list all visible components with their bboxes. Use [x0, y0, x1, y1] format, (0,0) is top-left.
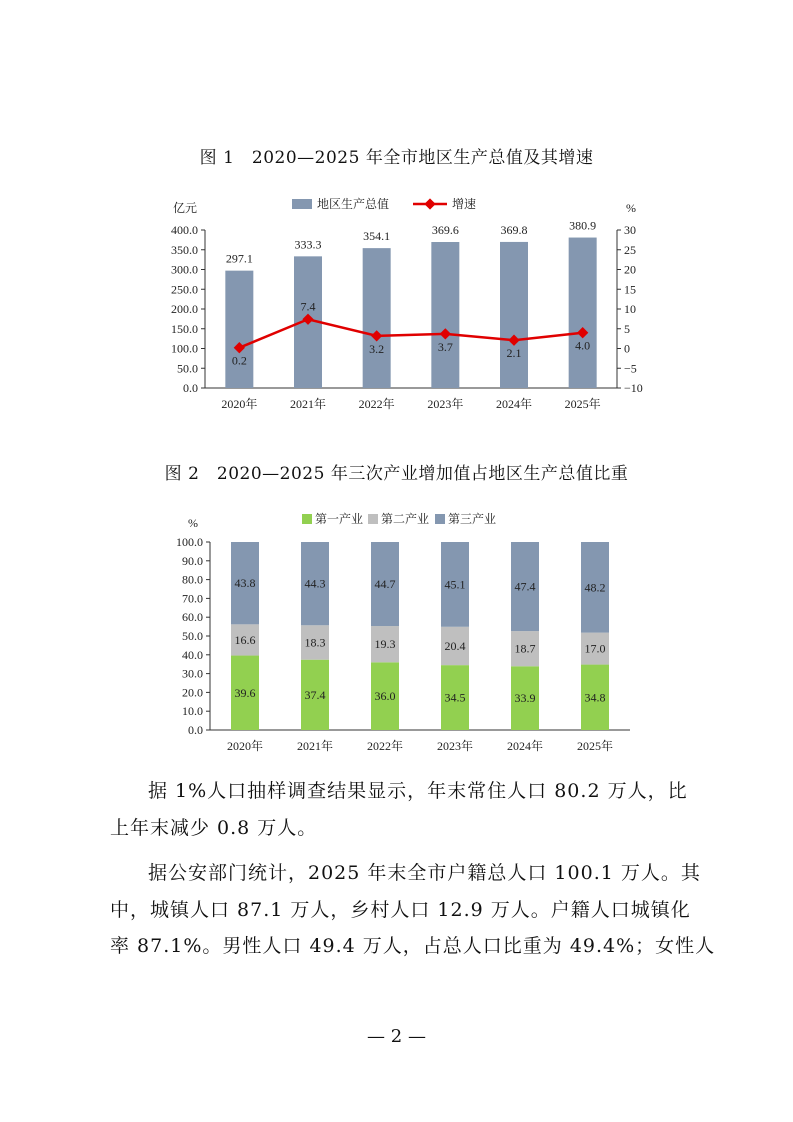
y-tick-label: 90.0: [182, 553, 203, 568]
stack-label-3: 43.8: [234, 576, 256, 591]
growth-line: [239, 319, 582, 347]
gdp-bar-label: 333.3: [294, 237, 322, 252]
y-tick-label: 50.0: [182, 629, 203, 643]
figure-1-title: 图 1 2020—2025 年全市地区生产总值及其增速: [199, 148, 594, 168]
paragraph-line: 上年末减少 0.8 万人。: [110, 816, 318, 839]
gdp-bar: [431, 242, 459, 388]
y-tick-label: 20.0: [182, 685, 203, 700]
growth-label: 3.2: [369, 341, 385, 356]
stack-label-3: 44.7: [374, 577, 396, 592]
gdp-bar: [225, 271, 253, 388]
left-tick-label: 50.0: [177, 361, 198, 376]
y-tick-label: 0.0: [188, 723, 203, 737]
left-tick-label: 400.0: [171, 223, 198, 237]
gdp-bar: [500, 242, 528, 388]
right-tick-label: 0: [624, 341, 630, 356]
growth-label: 3.7: [437, 339, 453, 354]
paragraph-population-sample: [110, 773, 695, 846]
legend-label-1: 第一产业: [315, 512, 364, 526]
stack-label-1: 34.8: [584, 690, 606, 705]
legend-label-2: 第二产业: [381, 512, 430, 526]
gdp-bar-label: 297.1: [225, 251, 253, 266]
left-tick-label: 200.0: [171, 302, 198, 316]
x-tick-label: 2021年: [289, 397, 327, 411]
y-tick-label: 100.0: [176, 535, 203, 549]
x-tick-label: 2023年: [427, 397, 464, 411]
x-tick-label: 2020年: [226, 739, 264, 753]
legend-swatch-1: [302, 514, 312, 524]
x-tick-label: 2024年: [506, 739, 544, 753]
left-tick-label: 250.0: [171, 282, 198, 297]
x-tick-label: 2022年: [366, 739, 404, 753]
growth-label: 7.4: [300, 299, 316, 314]
paragraph-line: 据公安部门统计，2025 年末全市户籍总人口 100.1 万人。其: [148, 862, 701, 884]
x-tick-label: 2021年: [296, 739, 334, 753]
paragraph-line: 率 87.1%。男性人口 49.4 万人，占总人口比重为 49.4%；女性人: [110, 935, 716, 957]
x-tick-label: 2020年: [221, 397, 258, 411]
legend-swatch-2: [368, 514, 378, 524]
y-axis-unit: %: [188, 516, 198, 530]
gdp-bar: [569, 238, 597, 388]
gdp-bar-label: 369.8: [500, 222, 528, 237]
y-tick-label: 40.0: [182, 647, 203, 662]
stack-label-1: 34.5: [444, 690, 466, 705]
gdp-bar-label: 354.1: [363, 229, 391, 244]
stack-label-3: 48.2: [584, 580, 606, 595]
right-tick-label: −10: [624, 381, 643, 395]
y-tick-label: 80.0: [182, 572, 203, 587]
stack-label-3: 44.3: [304, 576, 326, 591]
y-tick-label: 60.0: [182, 610, 203, 625]
x-tick-label: 2023年: [436, 739, 474, 753]
legend-label-gdp: 地区生产总值: [317, 197, 390, 211]
y-tick-label: 30.0: [182, 666, 203, 681]
y-tick-label: 10.0: [182, 704, 203, 719]
stack-label-2: 18.7: [514, 641, 536, 656]
stack-label-2: 16.6: [234, 632, 256, 647]
right-tick-label: 10: [624, 302, 636, 316]
x-tick-label: 2024年: [495, 397, 533, 411]
gdp-bar-label: 369.6: [431, 223, 459, 238]
right-tick-label: 30: [624, 223, 636, 237]
left-tick-label: 300.0: [171, 262, 198, 277]
left-axis-unit: 亿元: [173, 201, 198, 215]
right-tick-label: −5: [624, 361, 637, 376]
growth-label: 0.2: [231, 353, 247, 368]
legend-swatch-3: [435, 514, 445, 524]
y-tick-label: 70.0: [182, 591, 203, 606]
stack-label-2: 17.0: [584, 641, 606, 656]
x-tick-label: 2025年: [576, 739, 614, 753]
legend-swatch-gdp: [292, 199, 312, 209]
page-number: — 2 —: [367, 1026, 426, 1047]
left-tick-label: 150.0: [171, 321, 198, 336]
legend-marker-growth: [424, 198, 435, 209]
left-tick-label: 350.0: [171, 242, 198, 257]
growth-label: 2.1: [506, 346, 522, 361]
legend-label-growth: 增速: [452, 197, 477, 211]
x-tick-label: 2022年: [358, 397, 395, 411]
stack-label-2: 19.3: [374, 637, 396, 652]
right-axis-unit: %: [626, 201, 636, 215]
left-tick-label: 0.0: [183, 381, 198, 395]
gdp-bar-label: 380.9: [569, 218, 597, 233]
paragraph-registered-population: [110, 855, 716, 965]
figure-1-chart: [0, 185, 793, 425]
growth-label: 4.0: [575, 338, 591, 353]
left-tick-label: 100.0: [171, 341, 198, 356]
figure-2-title: 图 2 2020—2025 年三次产业增加值占地区生产总值比重: [164, 464, 629, 484]
stack-label-3: 45.1: [444, 577, 466, 592]
stack-label-1: 33.9: [514, 691, 536, 706]
gdp-bar: [363, 248, 391, 388]
stack-label-1: 37.4: [304, 687, 326, 702]
stack-label-1: 36.0: [374, 689, 396, 704]
stack-label-3: 47.4: [514, 579, 536, 594]
right-tick-label: 25: [624, 242, 636, 257]
x-tick-label: 2025年: [564, 397, 601, 411]
right-tick-label: 20: [624, 262, 636, 277]
stack-label-1: 39.6: [234, 685, 256, 700]
stack-label-2: 18.3: [304, 635, 326, 650]
figure-2-chart: [0, 505, 793, 765]
paragraph-line: 中，城镇人口 87.1 万人，乡村人口 12.9 万人。户籍人口城镇化: [110, 898, 691, 921]
legend-label-3: 第三产业: [448, 512, 497, 526]
right-tick-label: 15: [624, 282, 636, 297]
right-tick-label: 5: [624, 321, 630, 336]
stack-label-2: 20.4: [444, 638, 466, 653]
paragraph-line: 据 1%人口抽样调查结果显示，年末常住人口 80.2 万人，比: [148, 780, 688, 802]
